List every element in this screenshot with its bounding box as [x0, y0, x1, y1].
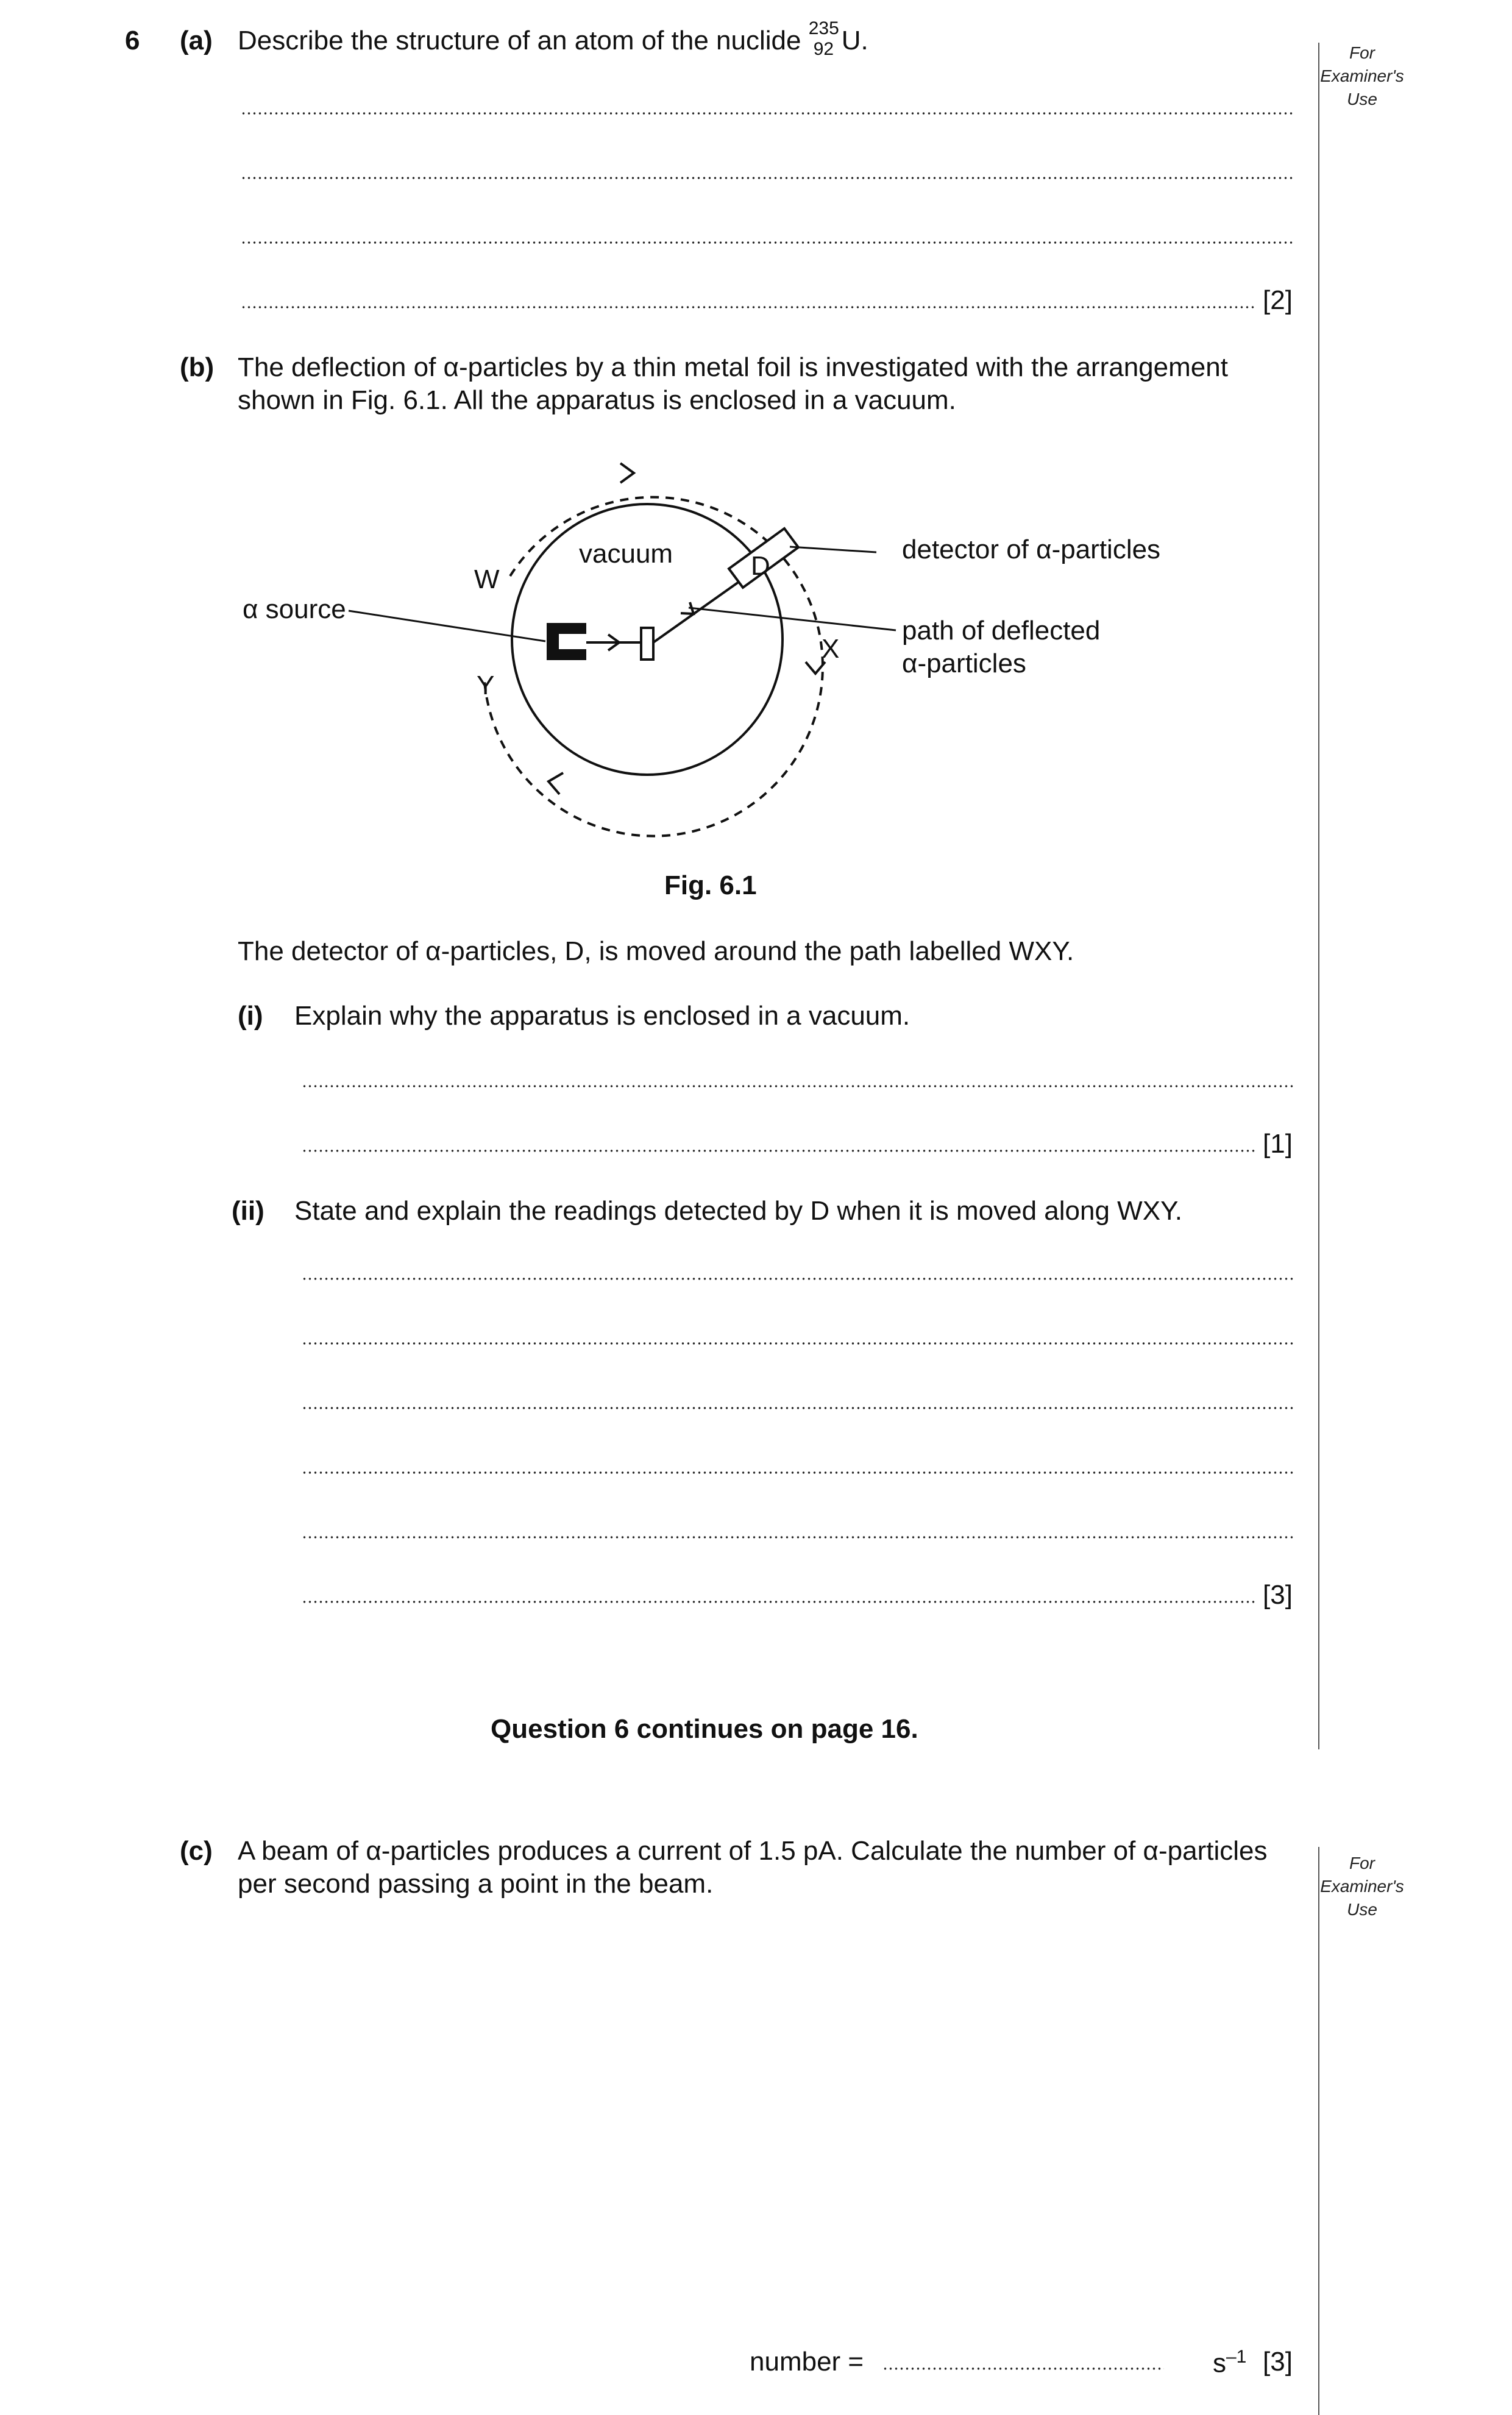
examiner-use-line1: For: [1349, 43, 1375, 62]
answer-line-c[interactable]: [882, 2367, 1164, 2370]
sub-ii-label: (ii): [232, 1196, 264, 1226]
part-b-context: The detector of α-particles, D, is moved around the path labelled WXY.: [238, 936, 1074, 966]
figure-label-source: α source: [243, 594, 346, 624]
figure-label-y: Y: [477, 670, 495, 700]
figure-label-vacuum: vacuum: [579, 539, 673, 569]
answer-line-bi2[interactable]: [302, 1150, 1255, 1152]
part-c-line2: per second passing a point in the beam.: [238, 1869, 714, 1899]
examiner-use-line2: Examiner's: [1320, 1877, 1404, 1896]
figure-6-1: [0, 0, 1512, 914]
examiner-use-line1: For: [1349, 1854, 1375, 1873]
atomic-number: 92: [813, 39, 834, 59]
sub-ii-marks: [3]: [1263, 1580, 1293, 1610]
examiner-use-line2: Examiner's: [1320, 66, 1404, 85]
examiner-margin-line-bottom: [1318, 1847, 1319, 2415]
continues-note: Question 6 continues on page 16.: [491, 1714, 918, 1744]
path-arrow-bottom: [548, 773, 563, 794]
element-symbol: U: [841, 26, 861, 55]
sub-ii-question: State and explain the readings detected by D when it is moved along WXY.: [294, 1196, 1182, 1226]
answer-unit: [1213, 2347, 1246, 2379]
answer-label-number: number =: [750, 2347, 864, 2377]
figure-label-path-2: α-particles: [902, 649, 1026, 678]
part-a-label: (a): [180, 26, 213, 55]
unit-exponent: –1: [1226, 2347, 1247, 2367]
part-a-text: Describe the structure of an atom of the nuclide: [238, 26, 809, 55]
part-c-label: (c): [180, 1836, 213, 1866]
answer-line-bii4[interactable]: [302, 1471, 1294, 1474]
figure-label-detector: detector of α-particles: [902, 535, 1161, 564]
sub-i-marks: [1]: [1263, 1129, 1293, 1159]
sub-i-label: (i): [238, 1001, 263, 1031]
answer-line-bii6[interactable]: [302, 1601, 1255, 1603]
question-number: 6: [125, 26, 140, 55]
figure-label-w: W: [474, 564, 500, 594]
examiner-use-box-bottom: [1319, 1852, 1405, 1921]
part-c-marks: [3]: [1263, 2347, 1293, 2377]
part-a-marks: [2]: [1263, 285, 1293, 315]
answer-line-bii5[interactable]: [302, 1536, 1294, 1538]
detector-leader: [790, 547, 876, 552]
answer-line-bii3[interactable]: [302, 1407, 1294, 1409]
part-b-intro-line2: shown in Fig. 6.1. All the apparatus is enclosed in a vacuum.: [238, 385, 956, 415]
source-leader: [349, 611, 545, 641]
metal-foil: [641, 628, 653, 660]
figure-caption: Fig. 6.1: [664, 870, 757, 900]
figure-label-d: D: [751, 551, 770, 581]
path-arrow-top: [620, 463, 634, 483]
figure-label-x: X: [822, 634, 840, 664]
sub-i-question: Explain why the apparatus is enclosed in a vacuum.: [294, 1001, 910, 1031]
part-c-line1: A beam of α-particles produces a current of 1.5 pA. Calculate the number of α-particles: [238, 1836, 1268, 1866]
answer-line-bi1[interactable]: [302, 1085, 1294, 1087]
part-b-label: (b): [180, 352, 215, 382]
part-b-intro-line1: The deflection of α-particles by a thin metal foil is investigated with the arrangement: [238, 352, 1228, 382]
alpha-source-block: [547, 623, 586, 660]
examiner-use-line3: Use: [1347, 90, 1377, 108]
answer-line-bii1[interactable]: [302, 1278, 1294, 1280]
answer-line-bii2[interactable]: [302, 1342, 1294, 1345]
unit-base: s: [1213, 2348, 1226, 2378]
path-leader: [689, 608, 896, 630]
mass-number: 235: [808, 18, 839, 38]
part-a-period: .: [861, 26, 868, 55]
examiner-use-line3: Use: [1347, 1900, 1377, 1919]
figure-label-path-1: path of deflected: [902, 616, 1101, 646]
